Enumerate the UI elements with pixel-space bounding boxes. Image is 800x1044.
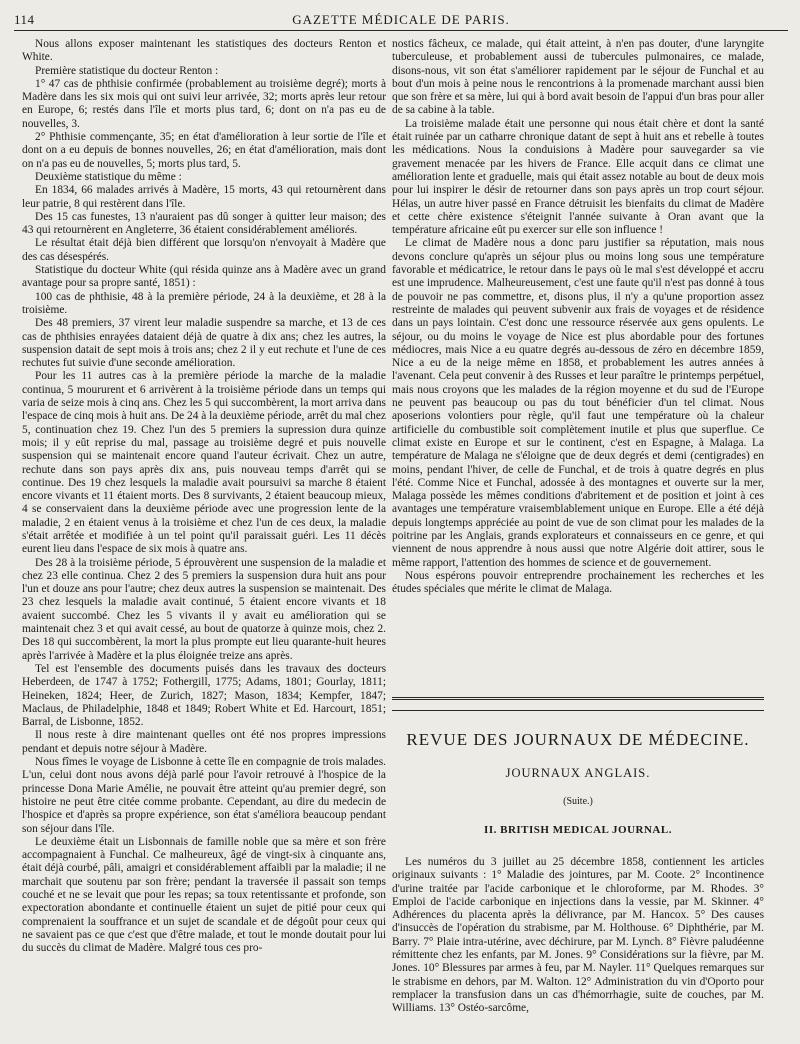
page-number: 114 [14, 12, 35, 27]
section-divider [392, 697, 764, 700]
section-body-column [392, 856, 764, 1016]
paragraph: Tel est l'ensemble des documents puisés dans les travaux des docteurs Heberdeen, de 1747 à 1752; Fothergill, 1775; Adams, 1801; Gourlay, 1811; Heineken, 1824; Heer, de Zurich, 1827; Mason, 1834; Kempfer, 1847; Maclaus, de Philadelphie, 1848 et 1849; Robert White et Ed. Harcourt, 1851; Barral, de Lisbonne, 1852. [22, 662, 386, 729]
paragraph: Nous espérons pouvoir entreprendre prochainement les recherches et les études spéciales que mérite le climat de Malaga. [392, 569, 764, 596]
paragraph: Nous fîmes le voyage de Lisbonne à cette île en compagnie de trois malades. L'un, celui dont nous avons déjà parlé pour l'avoir retrouvé à l'hospice de la princesse Dona Marie Amélie, ne pouvait être atteint qu'au premier degré, son histoire ne peut être citée comme probante. Cependant, au dire du medecin de l'hospice et d'après sa propre expérience, son état s'améliora beaucoup pendant son séjour dans l'île. [22, 756, 386, 835]
right-column [392, 38, 764, 596]
paragraph: nostics fâcheux, ce malade, qui était atteint, à n'en pas douter, d'une laryngite tuberculeuse, et probablement aussi de tubercules pulmonaires, ce malade, disons-nous, vit son état s'améliorer rapidement par le séjour de Funchal et au bout d'un mois à peine nous le rencontrions à la promenade marchant aussi bien que son frère et sa mère, lui qui à bord avait besoin de l'appui d'un bras pour aller de sa cabine à la table. [392, 38, 764, 117]
paragraph: Pour les 11 autres cas à la première période la marche de la maladie continua, 5 moururent et 6 arrivèrent à la troisième période dans un temps qui varia de seize mois à cinq ans. Chez les 5 qui succombèrent, la mort arriva dans l'espace de cinq mois à huit ans. De 24 à la deuxième période, arrêt du mal chez 5, continuation chez 19. Chez l'un des 5 premiers la supression dura quinze mois; il y eût reprise du mal, passage au troisième degré et puis nouvelle suspension qui se maintenait encore quand l'auteur écrivait. Chez un autre, rechute dans son pays après dix ans, puis nouveau temps d'arrêt qui se continue. Des 19 chez lesquels la maladie avait poursuivi sa marche 8 étaient encore vivants et 11 étaient morts. Des 8 survivants, 2 étaient beaucoup mieux, 4 se conservaient dans la deuxième période avec une progression lente de la maladie, 2 en étaient venus à la troisième et chez l'un de ces deux, la maladie s'était arrêtée et modifiée à un tel point qu'il paraissait guéri. Les 11 décès eurent lieu dans l'espace de six mois à quatre ans. [22, 370, 386, 556]
paragraph: Le deuxième était un Lisbonnais de famille noble que sa mère et son frère accompagnaient à Funchal. Ce malheureux, âgé de vingt-six à cinquante ans, était déjà courbé, pâli, amaigri et considérablement affaibli par la maladie; il ne marchait que soutenu par son frère; pendant la traversée il passait son temps couché et ne se levait que pour les repas; sa toux retentissante et profonde, son expectoration abondante et continuelle étaient un sujet de pitié pour ceux qui comprenaient la souffrance et un sujet de scandale et de dégoût pour ceux qui ne savaient pas ce que c'est que d'être malade, et tout le monde doutait pour lui du succès du climat de Madère. Malgré tous ces pro- [22, 835, 386, 955]
left-column [22, 38, 386, 955]
paragraph: La troisième malade était une personne qui nous était chère et dont la santé était ruinée par un catharre chronique datant de sept à huit ans et rebelle à toutes les médications. Nous la conduisions à Madère pour sauvegarder sa vie gravement menacée par les hivers de France. Elle acquit dans ce climat une amélioration lente et graduelle, mais qui était assez notable au bout de deux mois pour lui inspirer le désir de retourner dans son pays après un trop court séjour. Hélas, un autre hiver passé en France détruisit les bienfaits du climat de Madère et cette chère existence s'éteignit l'année suivante à Oran avant que la température africaine eût pu exercer sur elle son influence ! [392, 117, 764, 237]
paragraph: Le climat de Madère nous a donc paru justifier sa réputation, mais nous devons conclure qu'après un séjour plus ou moins long sous une température favorable et médicatrice, le retour dans le pays où le mal s'est développé et accru est une imprudence. Malheureusement, c'est une faute qu'il n'est pas donné à tous de pouvoir ne pas commettre, et, disons plus, il n'y a qu'une proportion assez restreinte de malades qui peuvent subvenir aux frais de voyages et de résidence dans un pays lointain. C'est donc une ressource réservée aux gens opulents. Le séjour, ou du moins le voyage de Nice est plus abordable pour des fortunes médiocres, mais Nice a eu quatre degrés au-dessous de zéro en décembre 1859, Nice a eu de la neige même en 1858, et probablement les autres années à l'avenant. Cela peut convenir à des Russes et leur paraître le printemps perpétuel, mais nous croyons que les malades de la région moyenne et du sud de l'Europe ne peuvent pas beaucoup ou pas du tout bénéficier d'un tel climat. Nous aposerions volontiers pour règle, qu'il faut une température où la chaleur artificielle du combustible soit complètement inutile et plus que superflue. Ce climat existe en Europe et sur le continent, c'est en Espagne, à Malaga. La température de Malaga ne s'éloigne que de deux degrés et demi (centigrades) en moins, pendant l'hiver, de celle de Funchal, et de trois à quatre degrés en plus l'été. Comme Nice et Funchal, adossée à des montagnes et ouverte sur la mer, Malaga possède les mêmes conditions d'abritement et de position et joint à ces avantages une température vraisemblablement unique en Europe. Elle a été déjà depuis longtemps appréciée au point de vue de son climat pour les malades de la poitrine par les Anglais, grands explorateurs et connaisseurs en ce genre, et qui viennent de nous apprendre à nous aussi que notre Algérie doit attirer, sous le même rapport, l'attention des hommes de science et de gouvernement. [392, 237, 764, 569]
section-suite: (Suite.) [563, 796, 593, 807]
paragraph: Première statistique du docteur Renton : [35, 64, 219, 77]
paragraph: Il nous reste à dire maintenant quelles ont été nos propres impressions pendant et depuis notre séjour à Madère. [22, 729, 386, 755]
paragraph: Nous allons exposer maintenant les statistiques des docteurs Renton et White. [22, 38, 386, 64]
paragraph: Des 48 premiers, 37 virent leur maladie suspendre sa marche, et 13 de ces cas de phthisies enrayées dataient déjà de quatre à dix ans; chez les autres, la suspension datait de sept mois à trois ans; chez 2 il y eut rechute et l'une de ces rechutes fut suivie d'une seconde amélioration. [22, 317, 386, 370]
section-subtitle: JOURNAUX ANGLAIS. [505, 766, 651, 780]
paragraph: 1° 47 cas de phthisie confirmée (probablement au troisième degré); morts à Madère dans les six mois qui ont suivi leur arrivée, 32; morts après leur retour en Europe, 6; restés dans l'île et morts plus tard, 6; dont on n'a pas eu de nouvelles, 3. [22, 77, 386, 130]
paragraph: Des 28 à la troisième période, 5 éprouvèrent une suspension de la maladie et chez 23 elle continua. Chez 2 des 5 premiers la suspension dura huit ans pour l'un et douze ans pour l'autre; chez deux autres la suspension se maintenait. Des 23 chez lesquels la maladie avait continué, 5 étaient encore vivants et 18 avaient succombé. Chez les 5 vivants il y avait eu amélioration qui se maintenait chez 3 et qui avait cessé, au bout de quatorze à quinze mois, chez 2. Des 18 qui succombèrent, la mort la plus prompte eut lieu quarante-huit heures après l'arrivée à Madère et la plus éloignée treize ans après. [22, 556, 386, 662]
page-header [14, 8, 788, 31]
section-heading: II. BRITISH MEDICAL JOURNAL. [484, 824, 672, 836]
paragraph: En 1834, 66 malades arrivés à Madère, 15 morts, 43 qui retournèrent dans leur patrie, 8 qui restèrent dans l'île. [22, 184, 386, 210]
journal-title: GAZETTE MÉDICALE DE PARIS. [292, 12, 510, 27]
section-body: Les numéros du 3 juillet au 25 décembre 1858, contiennent les articles originaux suivants : 1° Maladie des jointures, par M. Coote. 2° Incontinence d'urine traitée par l'acide carbonique et le chloroforme, par M. Rhodes. 3° Emploi de l'acide carbonique en injections dans la vessie, par M. Skinner. 4° Adhérences du placenta après la délivrance, par M. Hancox. 5° Des causes d'insuccès de l'opération du strabisme, par M. Holthouse. 6° Diphthérie, par M. Barry. 7° Plaie intra-utérine, avec déchirure, par M. Lynch. 8° Fièvre paludéenne rémittente chez les enfants, par M. Jones. 9° Considérations sur la fièvre, par M. Jones. 10° Blessures par armes à feu, par M. Nayler. 11° Quelques remarques sur le strabisme en dehors, par M. Walton. 12° Administration du vin d'Oporto pour remplacer la transfusion dans un cas d'hémorrhagie, suite de couches, par M. Williams. 13° Ostéo-sarcôme, [392, 856, 764, 1015]
paragraph: Des 15 cas funestes, 13 n'auraient pas dû songer à quitter leur maison; des 43 qui retournèrent en Angleterre, 36 étaient considérablement améliorés. [22, 210, 386, 237]
paragraph: Statistique du docteur White (qui résida quinze ans à Madère avec un grand avantage pour sa propre santé, 1851) : [22, 264, 386, 290]
section-title: REVUE DES JOURNAUX DE MÉDECINE. [406, 730, 750, 749]
section-divider-thin [392, 710, 764, 711]
paragraph: 100 cas de phthisie, 48 à la première période, 24 à la deuxième, et 28 à la troisième. [22, 290, 386, 316]
paragraph: Deuxième statistique du même : [35, 170, 182, 183]
paragraph: 2° Phthisie commençante, 35; en état d'amélioration à leur sortie de l'île et dont on a eu depuis de bonnes nouvelles, 26; en état d'amélioration, mais dont on n'a pas eu de nouvelles, 5; morts plus tard, 5. [22, 131, 386, 170]
paragraph: Le résultat était déjà bien différent que lorsqu'on n'envoyait à Madère que des cas désespérés. [22, 237, 386, 263]
